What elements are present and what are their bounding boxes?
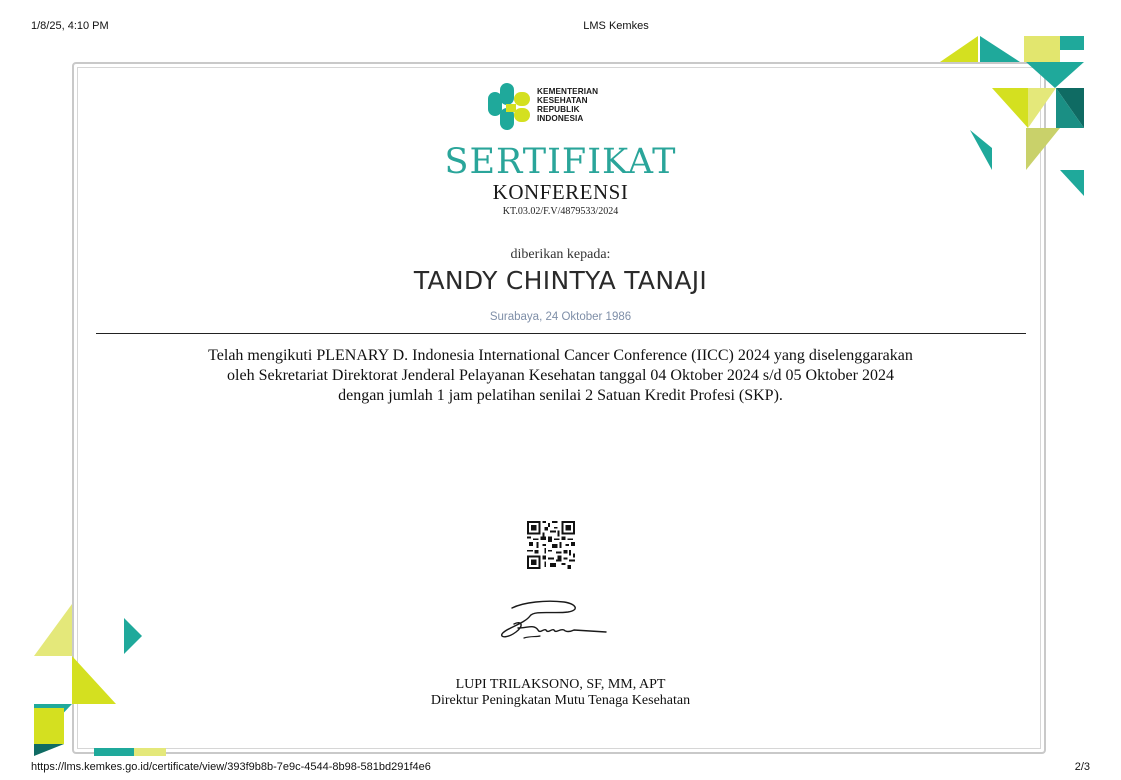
given-to-label: diberikan kepada: (510, 247, 611, 262)
logo-text (537, 87, 598, 123)
print-page-number: 2/3 (1074, 761, 1090, 773)
body-line: Telah mengikuti PLENARY D. Indonesia International Cancer Conference (IICC) 2024 yang diselenggarakan (208, 347, 913, 364)
divider (96, 333, 1026, 334)
certificate-title: SERTIFIKAT (444, 142, 677, 182)
print-datetime: 1/8/25, 4:10 PM (31, 20, 109, 32)
logo-line: KESEHATAN (537, 96, 588, 105)
certificate-number: KT.03.02/F.V/4879533/2024 (502, 206, 619, 217)
certificate-subtitle: KONFERENSI (492, 180, 629, 204)
logo-line: INDONESIA (537, 114, 584, 123)
signer-title: Direktur Peningkatan Mutu Tenaga Kesehatan (430, 693, 691, 708)
print-url: https://lms.kemkes.go.id/certificate/view/393f9b8b-7e9c-4544-8b98-581bd291f4e6 (31, 761, 431, 773)
birth-place-date: Surabaya, 24 Oktober 1986 (489, 311, 632, 323)
certificate-body (130, 346, 991, 406)
signature-icon (494, 598, 614, 646)
logo-line: REPUBLIK (537, 105, 580, 114)
qr-code-icon (527, 521, 575, 569)
logo-line: KEMENTERIAN (537, 87, 599, 96)
body-line: dengan jumlah 1 jam pelatihan senilai 2 Satuan Kredit Profesi (SKP). (338, 387, 783, 404)
print-page-title: LMS Kemkes (583, 20, 649, 32)
body-line: oleh Sekretariat Direktorat Jenderal Pelayanan Kesehatan tanggal 04 Oktober 2024 s/d 05 Oktober 2024 (227, 367, 894, 384)
signer-name: LUPI TRILAKSONO, SF, MM, APT (455, 677, 666, 692)
recipient-name: TANDY CHINTYA TANAJI (413, 266, 708, 295)
